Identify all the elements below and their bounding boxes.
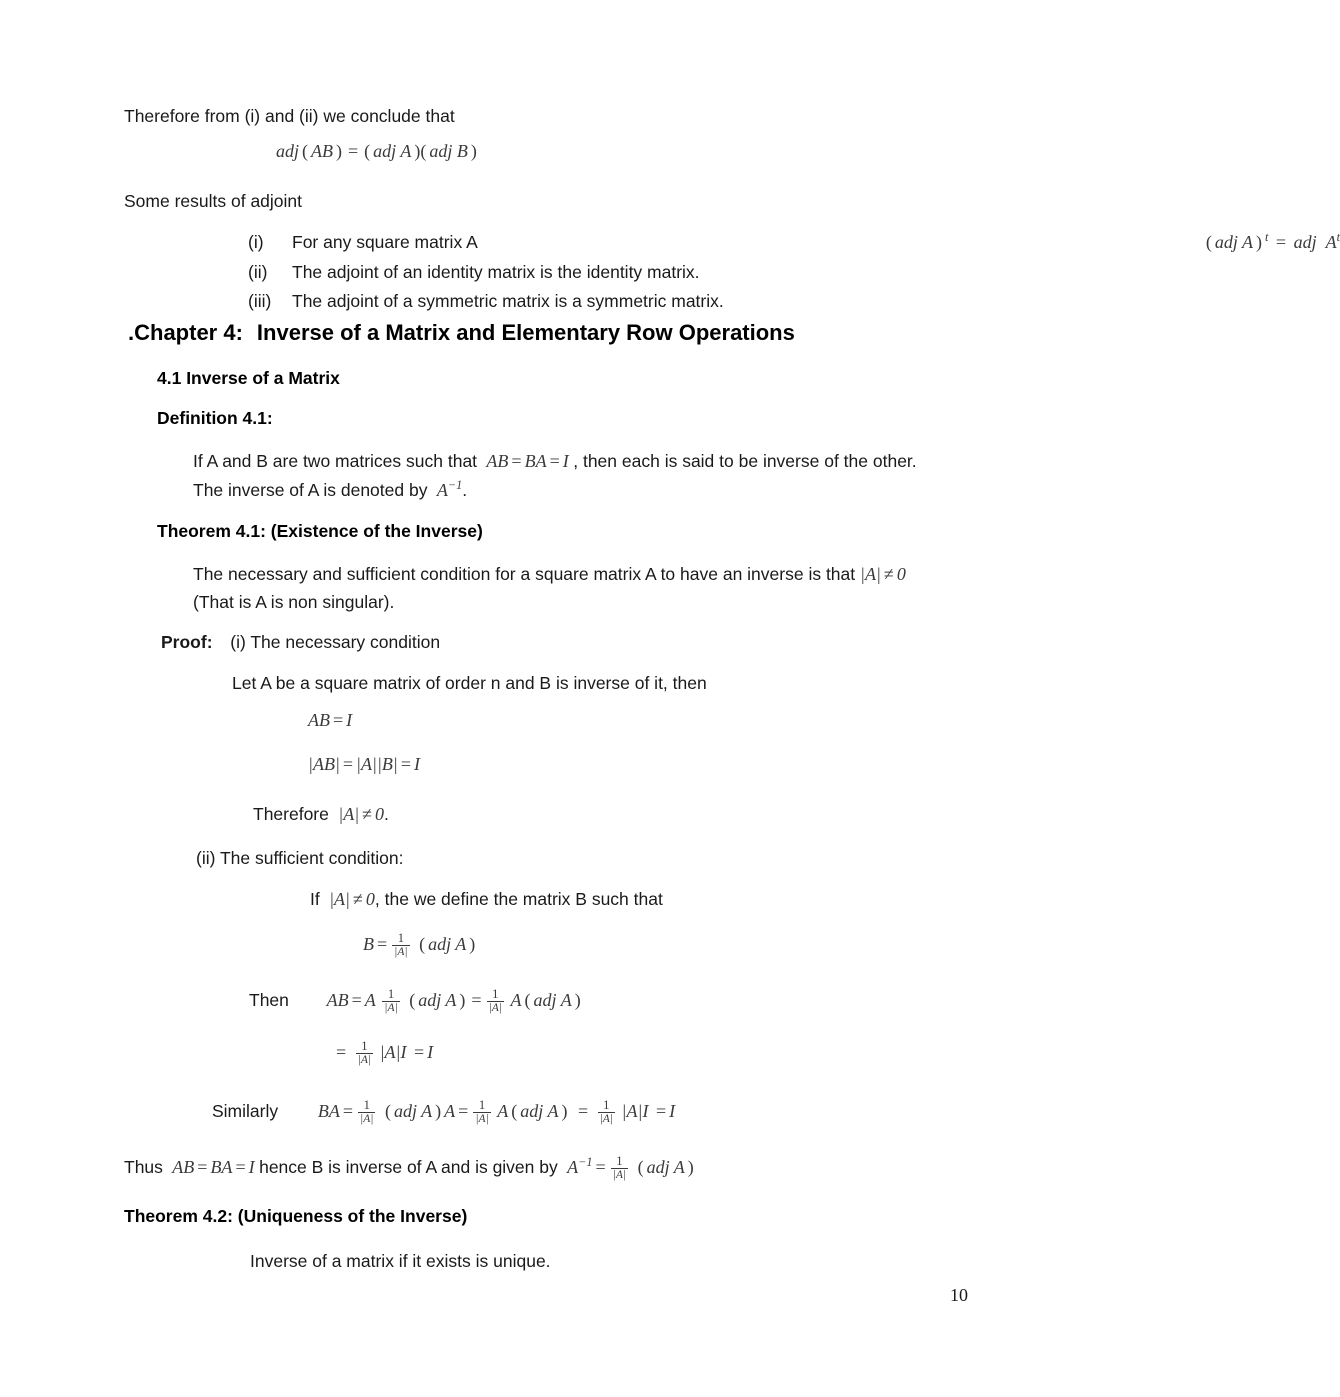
- proof-equation-then-2-text: = $\frac{1}{|A|}$ |A|I = I: [336, 1039, 434, 1066]
- proof-equation-ab-equals-i-text: AB = I: [308, 710, 353, 730]
- proof-equation-determinant: [308, 754, 420, 775]
- proof-equation-similarly: BA = $\frac{1}{|A|}$ ( adj A ) A = $\frac{1}{|A|}$ A ( adj A ) = $\frac{1}{|A|}$ |A|I = I: [317, 1098, 676, 1126]
- proof-then-line: [249, 987, 584, 1015]
- proof-equation-ab-equals-i: [308, 710, 352, 731]
- fraction-one-over-det: [487, 988, 504, 1014]
- fraction-numerator: 1: [598, 1099, 615, 1113]
- formula-adj-ab: [276, 141, 480, 162]
- fraction-one-over-det: [382, 988, 399, 1014]
- proof-thus-formula-2: $A^{-1}$ = $\frac{1}{|A|}$ ( adj A ): [562, 1154, 694, 1182]
- proof-if-after: , the we define the matrix B such that: [374, 889, 663, 909]
- theorem-4-1-line2: (That is A is non singular).: [193, 592, 395, 612]
- fraction-numerator: 1: [611, 1155, 628, 1169]
- proof-equation-then-1: AB = A $\frac{1}{|A|}$ ( adj A ) = $\frac{1}{|A|}$ A ( adj A ): [326, 987, 581, 1015]
- definition-heading: Definition 4.1:: [157, 408, 273, 428]
- list-item-marker: (iii): [248, 291, 272, 312]
- definition-formula-a-inverse: $A^{-1}$: [432, 477, 463, 500]
- fraction-one-over-det: [598, 1099, 615, 1125]
- fraction-denominator: |A|: [475, 1112, 489, 1126]
- proof-thus-formula-1: AB = BA = I: [167, 1157, 260, 1177]
- intro-line: Therefore from (i) and (ii) we conclude that: [124, 106, 455, 126]
- fraction-denominator: |A|: [357, 1052, 372, 1066]
- proof-part-ii-label: (ii) The sufficient condition:: [196, 848, 404, 868]
- fraction-denominator: |A|: [599, 1112, 614, 1126]
- fraction-one-over-det: [358, 1099, 375, 1125]
- list-item-label: The adjoint of an identity matrix is the identity matrix.: [292, 261, 700, 282]
- proof-let-line: Let A be a square matrix of order n and B is inverse of it, then: [232, 673, 707, 693]
- fraction-numerator: 1: [382, 988, 399, 1002]
- fraction-denominator: |A|: [612, 1168, 627, 1182]
- fraction-one-over-det: [392, 932, 409, 958]
- fraction-one-over-det: [611, 1155, 628, 1181]
- fraction-denominator: |A|: [488, 1001, 503, 1015]
- theorem-4-2-heading: Theorem 4.2: (Uniqueness of the Inverse): [124, 1206, 468, 1226]
- proof-part-i-label: (i) The necessary condition: [230, 632, 441, 652]
- fraction-denominator: |A|: [394, 944, 408, 958]
- definition-line2-after: .: [462, 479, 468, 500]
- proof-therefore-line: [253, 801, 389, 829]
- fraction-numerator: 1: [487, 988, 504, 1002]
- proof-similarly-line: [212, 1098, 675, 1126]
- fraction-numerator: 1: [358, 1099, 375, 1113]
- page-number: 10: [950, 1285, 968, 1305]
- list-item-label: The adjoint of a symmetric matrix is a symmetric matrix.: [292, 291, 724, 312]
- definition-line1-after: , then each is said to be inverse of the other.: [573, 451, 917, 471]
- proof-therefore-period: .: [384, 804, 389, 824]
- proof-if-before: If: [310, 889, 320, 909]
- some-results-label: Some results of adjoint: [124, 191, 303, 211]
- theorem-4-1-heading: Theorem 4.1: (Existence of the Inverse): [157, 521, 483, 541]
- proof-if-line: [310, 886, 663, 914]
- list-item-label: For any square matrix A: [292, 232, 478, 252]
- proof-therefore-label: Therefore: [253, 804, 329, 824]
- results-list: [248, 228, 1340, 317]
- proof-then-label: Then: [249, 990, 289, 1010]
- proof-thus-line: [124, 1153, 697, 1182]
- chapter-label: Chapter 4:: [134, 320, 243, 345]
- fraction-numerator: 1: [356, 1040, 373, 1054]
- definition-formula-ab-ba-i: AB = BA = I: [481, 451, 574, 471]
- proof-if-formula: |A| ≠ 0: [324, 889, 375, 909]
- theorem-4-2-body: Inverse of a matrix if it exists is unique.: [250, 1251, 551, 1271]
- chapter-title: Inverse of a Matrix and Elementary Row Operations: [256, 320, 795, 345]
- proof-equation-then-2: [333, 1040, 433, 1066]
- theorem-4-1-formula-det-ne-0: |A| ≠ 0: [860, 564, 906, 584]
- fraction-numerator: 1: [392, 932, 409, 946]
- list-item: [248, 228, 1340, 257]
- theorem-4-1-body: [193, 561, 965, 589]
- proof-equation-b-definition-text: B = $\frac{1}{|A|}$ ( adj A ): [363, 931, 476, 958]
- formula-adj-ab-text: adj ( AB ) = ( adj A )( adj B ): [276, 141, 477, 161]
- proof-equation-b-definition: [363, 932, 478, 958]
- fraction-numerator: 1: [473, 1099, 490, 1113]
- proof-therefore-formula: |A| ≠ 0: [333, 804, 385, 824]
- chapter-heading: [128, 320, 795, 346]
- list-item: [248, 259, 948, 286]
- fraction-one-over-det: [473, 1099, 490, 1125]
- fraction-one-over-det: [356, 1040, 373, 1066]
- theorem-4-1-line1: The necessary and sufficient condition for a square matrix A to have an inverse is that: [193, 564, 856, 584]
- section-heading-4-1: 4.1 Inverse of a Matrix: [157, 368, 340, 388]
- list-item: [248, 288, 948, 315]
- proof-thus-before: Thus: [124, 1157, 163, 1177]
- list-item-marker: (i): [248, 232, 264, 252]
- definition-body: [193, 448, 953, 505]
- fraction-denominator: |A|: [360, 1112, 374, 1126]
- definition-line2-before: The inverse of A is denoted by: [193, 479, 428, 500]
- proof-label: Proof:: [161, 632, 213, 652]
- fraction-denominator: |A|: [384, 1001, 398, 1015]
- list-item-formula-adj-transpose: ( adj A ) $^t$ = adj $A^t$: [1205, 230, 1340, 252]
- proof-similarly-label: Similarly: [212, 1101, 279, 1121]
- proof-block: [161, 629, 440, 656]
- list-item-marker: (ii): [248, 261, 268, 282]
- chapter-lead-dot: .: [128, 320, 135, 345]
- proof-equation-determinant-text: |AB| = |A||B| = I: [308, 754, 420, 774]
- definition-line1-before: If A and B are two matrices such that: [193, 451, 478, 471]
- proof-thus-middle: hence B is inverse of A and is given by: [259, 1157, 558, 1177]
